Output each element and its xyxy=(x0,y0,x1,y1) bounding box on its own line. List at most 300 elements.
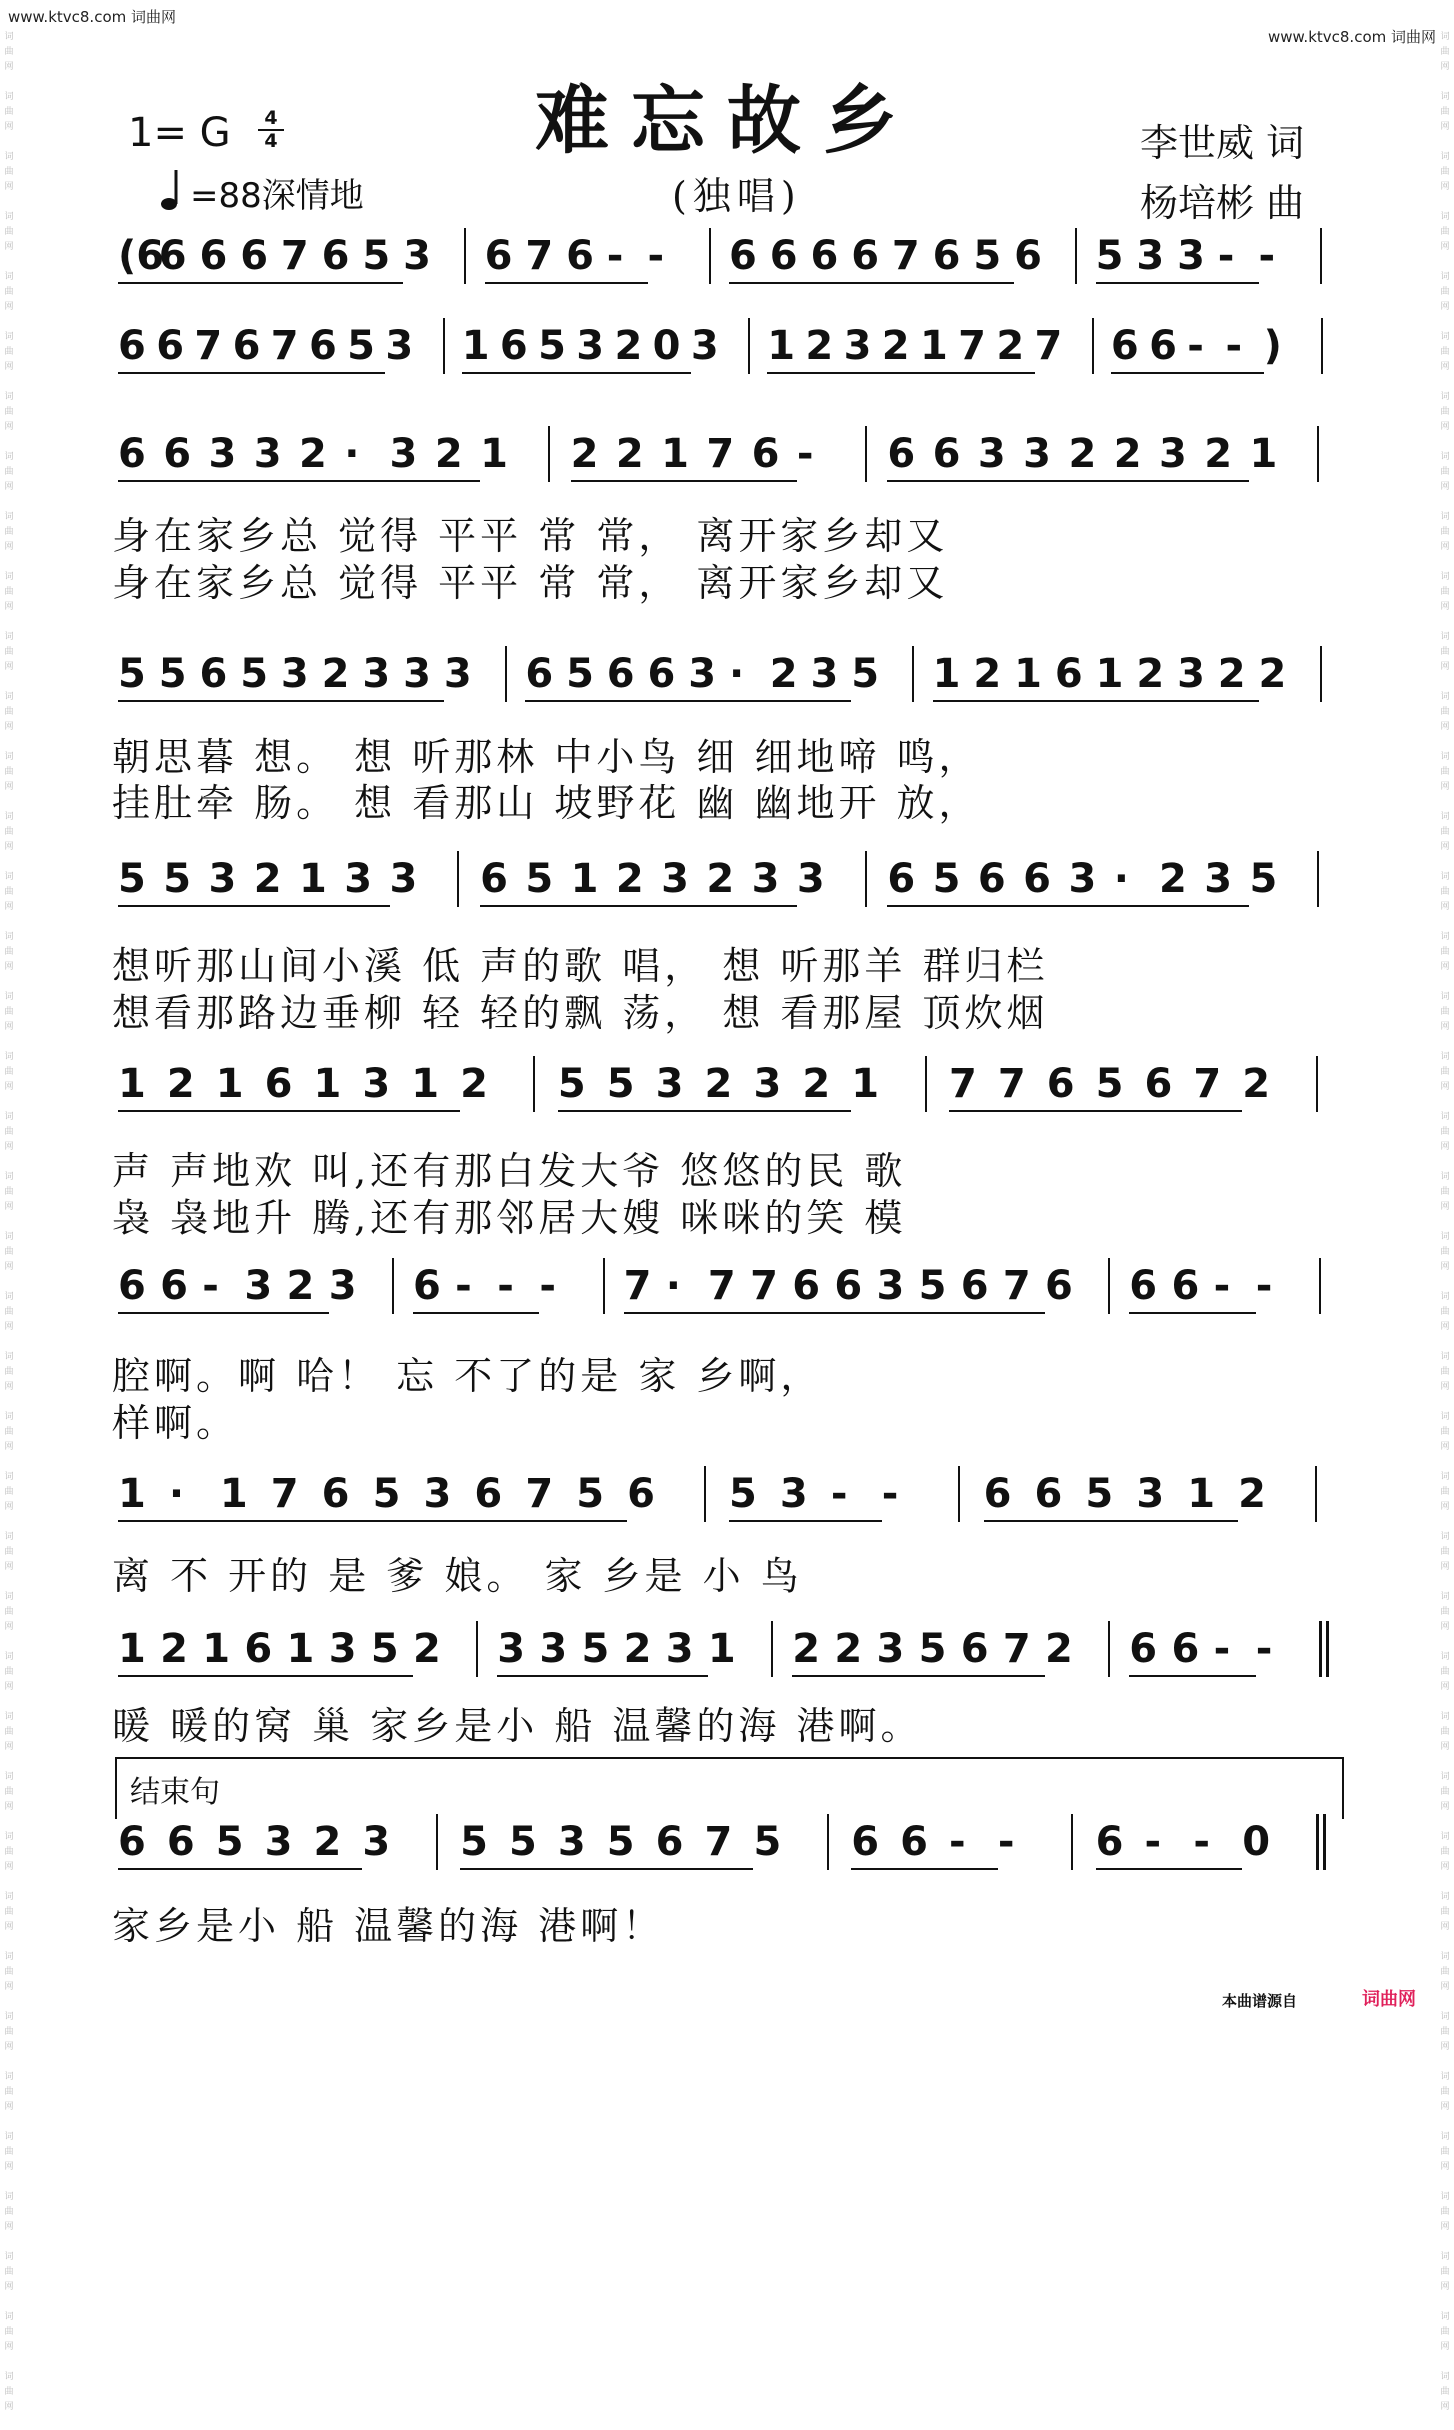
note: 3 xyxy=(244,1263,273,1309)
beam-line xyxy=(558,1110,851,1112)
lyricist-credit: 李世威 词 xyxy=(1140,121,1305,165)
footer-logo: 词曲网 xyxy=(1362,1989,1416,2010)
note: 5 xyxy=(215,1819,244,1865)
note: 1 xyxy=(202,1626,231,1672)
note: 5 xyxy=(581,1626,610,1672)
beam-line xyxy=(887,480,1249,482)
note: 2 xyxy=(412,1626,441,1672)
note: 2 xyxy=(1158,856,1187,902)
barline xyxy=(1316,1056,1318,1112)
note: 1 xyxy=(851,1061,880,1107)
note: 3 xyxy=(557,1819,586,1865)
note: 6 xyxy=(166,1819,195,1865)
note: 6 xyxy=(308,323,337,369)
note: 6 xyxy=(118,1263,146,1309)
note: 5 xyxy=(606,1819,635,1865)
note: 3 xyxy=(576,323,605,369)
note: 3 xyxy=(1136,233,1165,279)
note: 6 xyxy=(499,323,528,369)
beam-line xyxy=(118,1868,362,1870)
key-signature: 1= G xyxy=(128,110,231,156)
lyric-line: 朝思暮 想。 想 听那林 中小鸟 细 细地啼 鸣， xyxy=(112,735,981,779)
note: 6 xyxy=(118,431,146,477)
note: 3 xyxy=(362,1061,391,1107)
beam-line xyxy=(949,1110,1242,1112)
note: 5 xyxy=(538,323,566,369)
tempo-marking: =88深情地 xyxy=(190,176,364,216)
barline xyxy=(771,1621,773,1677)
note: 2 xyxy=(805,323,834,369)
barline xyxy=(1092,318,1094,374)
note: 1 xyxy=(1014,651,1042,697)
note: - xyxy=(202,1263,219,1309)
note: 3 xyxy=(753,1061,782,1107)
note: 5 xyxy=(729,1471,757,1517)
note: 1 xyxy=(480,431,508,477)
note: 5 xyxy=(576,1471,605,1517)
note: ) xyxy=(1263,323,1282,369)
note: 2 xyxy=(321,651,350,697)
note: 7 xyxy=(1002,1626,1031,1672)
beam-line xyxy=(1111,372,1264,374)
note: 5 xyxy=(1085,1471,1114,1517)
note: 3 xyxy=(253,431,282,477)
note: 1 xyxy=(313,1061,342,1107)
note: 6 xyxy=(900,1819,928,1865)
side-watermark-right: 词 曲 网 词 曲 网 词 曲 网 词 曲 网 词 曲 网 词 曲 网 词 曲 网 词 曲 网 词 曲 网 词 曲 网 词 曲 网 词 曲 网 词 曲 网 词 曲 网 词 曲 网 词 曲 网 词 曲 网 词 曲 网 词 曲 网 词 曲 网 词 曲 网 词 曲 网 词 曲 网 词 曲 网 词 曲 网 词 曲 网 词 曲 网 词 曲 网 词 曲 网 词 曲 网 词 曲 网 词 曲 网 词 曲 网 词 曲 网 词 曲 网 词 曲 网 词 曲 网 词 曲 网 词 曲 网 词 曲 网 xyxy=(1440,32,1450,2412)
note: 3 xyxy=(690,323,719,369)
note: 6 xyxy=(566,233,594,279)
note: 2 xyxy=(160,1626,188,1672)
beam-line xyxy=(485,282,648,284)
note: 2 xyxy=(1204,431,1233,477)
note: 6 xyxy=(932,431,961,477)
note: - xyxy=(830,1471,848,1517)
note: 2 xyxy=(706,856,735,902)
note: 6 xyxy=(729,233,757,279)
note: 1 xyxy=(767,323,796,369)
barline xyxy=(709,228,711,284)
note: 3 xyxy=(280,651,309,697)
note: 7 xyxy=(1002,1263,1031,1309)
note: 6 xyxy=(321,1471,350,1517)
note: - xyxy=(1213,1263,1231,1309)
note: 6 xyxy=(1095,1819,1124,1865)
note: 1 xyxy=(411,1061,440,1107)
time-signature-bottom: 4 xyxy=(258,129,284,152)
note: 6 xyxy=(1129,1263,1158,1309)
note: 2 xyxy=(792,1626,821,1672)
side-watermark-left: 词 曲 网 词 曲 网 词 曲 网 词 曲 网 词 曲 网 词 曲 网 词 曲 网 词 曲 网 词 曲 网 词 曲 网 词 曲 网 词 曲 网 词 曲 网 词 曲 网 词 曲 网 词 曲 网 词 曲 网 词 曲 网 词 曲 网 词 曲 网 词 曲 网 词 曲 网 词 曲 网 词 曲 网 词 曲 网 词 曲 网 词 曲 网 词 曲 网 词 曲 网 词 曲 网 词 曲 网 词 曲 网 词 曲 网 词 曲 网 词 曲 网 词 曲 网 词 曲 网 词 曲 网 词 曲 网 词 曲 网 xyxy=(4,32,14,2412)
note: 3 xyxy=(655,1061,684,1107)
note: 3 xyxy=(1023,431,1052,477)
note: 6 xyxy=(264,1061,293,1107)
note: 6 xyxy=(1023,856,1052,902)
note: 7 xyxy=(280,233,309,279)
note: 7 xyxy=(891,233,920,279)
quarter-note-icon xyxy=(160,168,188,212)
note: 2 xyxy=(1136,651,1165,697)
note: 2 xyxy=(1217,651,1246,697)
note: 3 xyxy=(977,431,1006,477)
note: 6 xyxy=(1110,323,1139,369)
note: 6 xyxy=(655,1819,684,1865)
lyric-line: 样啊。 xyxy=(112,1401,239,1445)
beam-line xyxy=(933,700,1259,702)
beam-line xyxy=(525,700,851,702)
note: 3 xyxy=(497,1626,526,1672)
note: 7 xyxy=(750,1263,778,1309)
note: 6 xyxy=(199,651,228,697)
note: 5 xyxy=(163,856,192,902)
note: 6 xyxy=(887,856,916,902)
note: 5 xyxy=(1249,856,1278,902)
note: 3 xyxy=(344,856,373,902)
note: 6 xyxy=(160,1263,188,1309)
footer-source-text: 本曲谱源自 xyxy=(1222,1992,1298,2010)
note: 2 xyxy=(570,431,599,477)
note: 2 xyxy=(460,1061,488,1107)
composer-credit: 杨培彬 曲 xyxy=(1140,181,1305,225)
note: 2 xyxy=(166,1061,195,1107)
barline xyxy=(1071,1814,1073,1870)
note: 7 xyxy=(1193,1061,1222,1107)
note: 1 xyxy=(118,1626,146,1672)
lyric-line: 想听那山间小溪 低 声的歌 唱， 想 听那羊 群归栏 xyxy=(112,944,1049,988)
note: 6 xyxy=(960,1263,989,1309)
time-signature xyxy=(258,108,284,152)
note: 1 xyxy=(919,323,948,369)
note: 6 xyxy=(1045,1263,1073,1309)
note: 1 xyxy=(219,1471,248,1517)
note: 5 xyxy=(1095,1061,1124,1107)
lyric-line: 家乡是小 船 温馨的海 港啊！ xyxy=(112,1904,665,1948)
barline xyxy=(603,1258,605,1314)
beam-line xyxy=(767,372,1034,374)
song-subtitle: (独唱) xyxy=(672,174,802,218)
note: · xyxy=(168,1471,185,1517)
beam-line xyxy=(729,1520,882,1522)
barline xyxy=(1321,318,1323,374)
note: 3 xyxy=(539,1626,568,1672)
note: 1 xyxy=(461,323,490,369)
lyric-line: 袅 袅地升 腾,还有那邻居大嫂 咪咪的笑 模 xyxy=(112,1196,907,1240)
note: · xyxy=(665,1263,681,1309)
lyric-line: 身在家乡总 觉得 平平 常 常， 离开家乡却又 xyxy=(112,561,949,605)
note: - xyxy=(1187,323,1204,369)
note: 3 xyxy=(843,323,872,369)
note: · xyxy=(344,431,360,477)
barline xyxy=(464,228,466,284)
note: 5 xyxy=(973,233,1002,279)
barline xyxy=(443,318,445,374)
note: 3 xyxy=(328,1626,357,1672)
note: - xyxy=(1144,1819,1162,1865)
note: 3 xyxy=(1177,233,1205,279)
note: 5 xyxy=(370,1626,399,1672)
note: 3 xyxy=(688,651,717,697)
note: 7 xyxy=(706,431,735,477)
note: 6 xyxy=(1034,1471,1063,1517)
note: 3 xyxy=(661,856,689,902)
note: 6 xyxy=(474,1471,503,1517)
time-signature-top: 4 xyxy=(264,107,278,129)
barline xyxy=(457,851,459,907)
barline xyxy=(1320,228,1322,284)
barline xyxy=(827,1814,829,1870)
beam-line xyxy=(1096,1868,1243,1870)
note: 6 xyxy=(1171,1263,1200,1309)
beam-line xyxy=(497,1675,708,1677)
note: 3 xyxy=(1136,1471,1165,1517)
note: 6 xyxy=(1046,1061,1075,1107)
note: 2 xyxy=(704,1061,733,1107)
beam-line xyxy=(460,1868,753,1870)
note: 6 xyxy=(851,1819,880,1865)
note: - xyxy=(881,1471,899,1517)
note: 2 xyxy=(1238,1471,1266,1517)
note: 6 xyxy=(810,233,839,279)
note: 7 xyxy=(704,1819,733,1865)
barline xyxy=(1320,646,1322,702)
lyric-line: 暖 暖的窝 巢 家乡是小 船 温馨的海 港啊。 xyxy=(112,1704,923,1748)
note: 5 xyxy=(460,1819,488,1865)
note: 1 xyxy=(215,1061,244,1107)
note: 6 xyxy=(412,1263,441,1309)
note: 7 xyxy=(623,1263,652,1309)
note: 2 xyxy=(769,651,798,697)
note: - xyxy=(997,1819,1015,1865)
note: (6 xyxy=(118,233,165,279)
barline xyxy=(1317,426,1319,482)
note: 6 xyxy=(960,1626,989,1672)
note: 6 xyxy=(156,323,185,369)
beam-line xyxy=(851,1868,998,1870)
note: 2 xyxy=(299,431,327,477)
note: 5 xyxy=(372,1471,401,1517)
note: 2 xyxy=(615,856,644,902)
note: 6 xyxy=(1054,651,1083,697)
site-watermark-right: www.ktvc8.com 词曲网 xyxy=(1268,28,1437,46)
lyric-line: 挂肚牵 肠。 想 看那山 坡野花 幽 幽地开 放， xyxy=(112,781,981,825)
note: 6 xyxy=(484,233,513,279)
note: 1 xyxy=(1249,431,1278,477)
note: 2 xyxy=(1045,1626,1073,1672)
beam-line xyxy=(462,372,691,374)
note: 3 xyxy=(779,1471,808,1517)
note: 3 xyxy=(876,1626,905,1672)
barline xyxy=(392,1258,394,1314)
note: - xyxy=(455,1263,472,1309)
note: 1 xyxy=(570,856,599,902)
note: · xyxy=(729,651,745,697)
lyric-line: 身在家乡总 觉得 平平 常 常， 离开家乡却又 xyxy=(112,514,949,558)
note: 1 xyxy=(299,856,327,902)
note: 2 xyxy=(881,323,910,369)
barline xyxy=(1108,1258,1110,1314)
lyric-line: 腔啊。啊 哈！ 忘 不了的是 家 乡啊， xyxy=(112,1354,823,1398)
note: 5 xyxy=(1095,233,1124,279)
note: 3 xyxy=(362,651,391,697)
note: 6 xyxy=(1014,233,1042,279)
note: 2 xyxy=(834,1626,863,1672)
note: 6 xyxy=(232,323,261,369)
note: 6 xyxy=(977,856,1006,902)
beam-line xyxy=(1129,1675,1255,1677)
note: 6 xyxy=(1149,323,1177,369)
note: 3 xyxy=(403,651,431,697)
note: 3 xyxy=(403,233,431,279)
note: 2 xyxy=(313,1819,342,1865)
barline xyxy=(1319,1621,1322,1677)
beam-line xyxy=(118,1110,460,1112)
note: 7 xyxy=(270,1471,299,1517)
note: 5 xyxy=(347,323,375,369)
beam-line xyxy=(118,905,390,907)
note: 7 xyxy=(948,1061,977,1107)
note: 3 xyxy=(389,431,418,477)
beam-line xyxy=(118,282,403,284)
barline xyxy=(1075,228,1077,284)
coda-bracket xyxy=(115,1757,1344,1819)
note: 6 xyxy=(480,856,508,902)
beam-line xyxy=(118,1312,329,1314)
beam-line xyxy=(624,1312,1045,1314)
note: 3 xyxy=(876,1263,905,1309)
note: - xyxy=(796,431,814,477)
note: 5 xyxy=(509,1819,537,1865)
beam-line xyxy=(729,282,1014,284)
note: 3 xyxy=(1204,856,1233,902)
barline xyxy=(548,426,550,482)
note: 7 xyxy=(707,1263,736,1309)
note: 3 xyxy=(1068,856,1097,902)
note: 2 xyxy=(614,323,643,369)
lyric-line: 声 声地欢 叫,还有那白发大爷 悠悠的民 歌 xyxy=(112,1149,907,1193)
note: - xyxy=(1225,323,1243,369)
barline xyxy=(925,1056,927,1112)
note: 6 xyxy=(751,431,780,477)
note: 7 xyxy=(1034,323,1063,369)
barline xyxy=(436,1814,438,1870)
note: 6 xyxy=(792,1263,821,1309)
note: 1 xyxy=(1187,1471,1216,1517)
note: 6 xyxy=(244,1626,273,1672)
note: 2 xyxy=(1258,651,1287,697)
note: 3 xyxy=(665,1626,694,1672)
note: 2 xyxy=(1068,431,1097,477)
note: - xyxy=(606,233,624,279)
note: 2 xyxy=(286,1263,315,1309)
beam-line xyxy=(118,1520,627,1522)
note: 2 xyxy=(434,431,463,477)
note: 2 xyxy=(996,323,1025,369)
barline xyxy=(748,318,750,374)
note: 3 xyxy=(796,856,825,902)
barline xyxy=(865,426,867,482)
barline xyxy=(505,646,507,702)
barline xyxy=(1316,1814,1319,1870)
note: 6 xyxy=(932,233,961,279)
note: 5 xyxy=(118,651,146,697)
note: 3 xyxy=(208,431,237,477)
note: 6 xyxy=(983,1471,1012,1517)
note: 6 xyxy=(1129,1626,1158,1672)
note: 6 xyxy=(118,323,146,369)
note: 6 xyxy=(1171,1626,1200,1672)
note: 2 xyxy=(253,856,282,902)
note: - xyxy=(647,233,665,279)
site-watermark-left: www.ktvc8.com 词曲网 xyxy=(8,8,177,26)
note: 1 xyxy=(661,431,689,477)
note: 1 xyxy=(1095,651,1124,697)
note: 3 xyxy=(328,1263,357,1309)
beam-line xyxy=(984,1520,1239,1522)
note: 6 xyxy=(163,431,192,477)
note: 6 xyxy=(887,431,916,477)
barline xyxy=(476,1621,478,1677)
beam-line xyxy=(1129,1312,1255,1314)
note: 3 xyxy=(1177,651,1205,697)
barline xyxy=(865,851,867,907)
note: 3 xyxy=(264,1819,293,1865)
note: 1 xyxy=(118,1061,146,1107)
note: 5 xyxy=(932,856,961,902)
song-title: 难忘故乡 xyxy=(535,78,919,164)
note: 6 xyxy=(769,233,798,279)
beam-line xyxy=(118,1675,413,1677)
note: - xyxy=(1193,1819,1210,1865)
note: 6 xyxy=(834,1263,863,1309)
note: 3 xyxy=(385,323,414,369)
note: 6 xyxy=(199,233,228,279)
note: 2 xyxy=(623,1626,652,1672)
note: 3 xyxy=(443,651,472,697)
note: 6 xyxy=(118,1819,146,1865)
beam-line xyxy=(118,480,480,482)
barline xyxy=(1108,1621,1110,1677)
note: 3 xyxy=(1158,431,1187,477)
barline xyxy=(958,1466,960,1522)
note: 1 xyxy=(286,1626,315,1672)
coda-label: 结束句 xyxy=(130,1775,220,1810)
note: 6 xyxy=(158,233,187,279)
note: - xyxy=(1217,233,1235,279)
lyric-line: 想看那路边垂柳 轻 轻的飘 荡， 想 看那屋 顶炊烟 xyxy=(112,991,1049,1035)
note: 1 xyxy=(707,1626,736,1672)
note: 5 xyxy=(557,1061,586,1107)
note: - xyxy=(1255,1263,1273,1309)
note: - xyxy=(497,1263,514,1309)
note: 6 xyxy=(321,233,350,279)
beam-line xyxy=(887,905,1249,907)
note: 5 xyxy=(362,233,391,279)
note: 6 xyxy=(627,1471,655,1517)
note: 2 xyxy=(1242,1061,1271,1107)
note: 6 xyxy=(525,651,554,697)
note: 3 xyxy=(810,651,839,697)
beam-line xyxy=(118,700,444,702)
note: 5 xyxy=(118,856,146,902)
note: - xyxy=(1255,1626,1273,1672)
beam-line xyxy=(480,905,797,907)
note: 6 xyxy=(1144,1061,1173,1107)
note: 6 xyxy=(851,233,880,279)
note: 5 xyxy=(918,1263,947,1309)
note: 2 xyxy=(1113,431,1142,477)
note: 5 xyxy=(525,856,554,902)
beam-line xyxy=(792,1675,1045,1677)
